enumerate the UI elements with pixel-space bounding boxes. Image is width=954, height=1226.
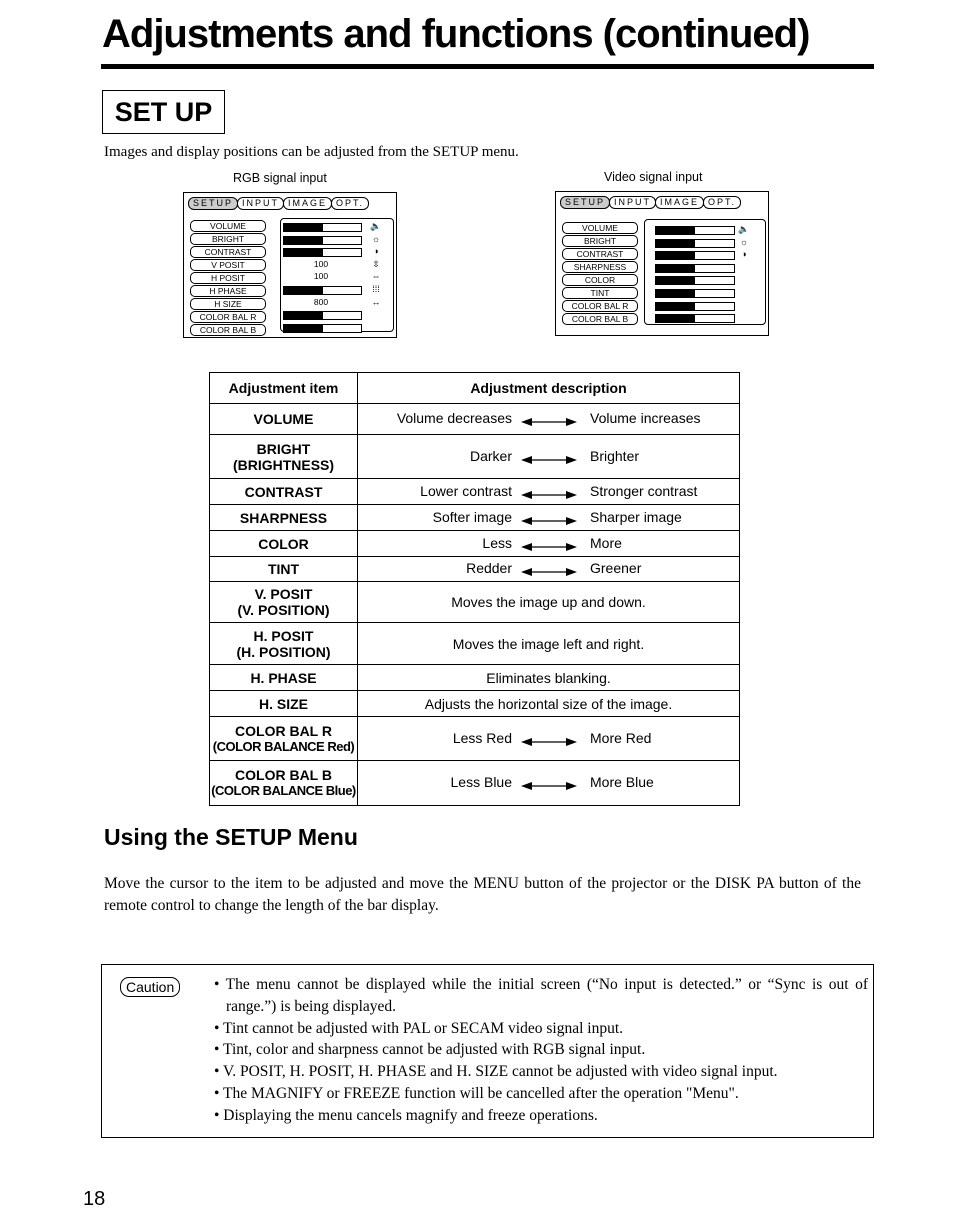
level-bar <box>655 264 735 273</box>
caution-item: • Tint cannot be adjusted with PAL or SECAM video signal input. <box>214 1019 624 1037</box>
double-arrow-icon <box>521 539 577 549</box>
osd-bar-area <box>644 219 766 325</box>
adjustment-item-name: COLOR <box>258 535 309 552</box>
table-row <box>210 505 740 531</box>
osd-value: 800 <box>313 296 329 307</box>
adjustment-item-subname: (V. POSITION) <box>237 602 330 618</box>
adjustment-item-cell <box>210 717 358 761</box>
description-increase: More <box>590 534 622 551</box>
osd-row <box>281 296 393 307</box>
adjustment-item-name: H. SIZE <box>258 695 308 712</box>
adjustment-description-cell <box>358 505 740 531</box>
osd-menu-item: BRIGHT <box>190 233 266 245</box>
description-decrease: Volume decreases <box>396 410 512 426</box>
level-bar-fill <box>656 315 695 322</box>
adjustment-description-cell <box>358 691 740 717</box>
description-range <box>358 535 739 553</box>
table-row <box>210 435 740 479</box>
adjustment-item-name: TINT <box>267 561 300 577</box>
osd-item-list <box>562 222 638 326</box>
description-range <box>358 560 739 578</box>
level-bar-fill <box>284 224 323 231</box>
adjustment-item-subname: (COLOR BALANCE Blue) <box>211 783 356 798</box>
h-size-icon: ↔ <box>371 296 381 307</box>
double-arrow-icon <box>521 734 577 744</box>
description-decrease: Darker <box>469 447 512 464</box>
table-row <box>210 717 740 761</box>
adjustment-description-cell <box>358 717 740 761</box>
table-row <box>210 557 740 582</box>
using-setup-heading: Using the SETUP Menu <box>104 824 358 850</box>
adjustment-description-cell <box>358 761 740 806</box>
adjustment-item-cell <box>210 435 358 479</box>
osd-menu-item: BRIGHT <box>562 235 638 247</box>
speaker-icon: 🔈 <box>370 221 382 231</box>
osd-menu-item: H POSIT <box>190 272 266 284</box>
adjustment-item-cell <box>210 531 358 557</box>
description-range <box>358 509 739 527</box>
adjustment-item-cell <box>210 557 358 582</box>
level-bar <box>655 251 735 260</box>
osd-row <box>645 276 765 284</box>
osd-row <box>645 289 765 297</box>
osd-row <box>645 302 765 310</box>
adjustment-item-subname: (H. POSITION) <box>236 643 331 660</box>
description-increase: Greener <box>590 560 642 576</box>
description-decrease: Softer image <box>432 508 512 525</box>
intro-text: Images and display positions can be adjusted from the SETUP menu. <box>104 144 519 160</box>
description-increase: More Red <box>590 729 652 746</box>
adjustment-item-name: H. POSIT <box>253 627 314 644</box>
level-bar-fill <box>284 287 323 294</box>
level-bar-fill <box>656 252 695 259</box>
level-bar <box>283 324 362 333</box>
osd-menu-item: H PHASE <box>190 285 266 297</box>
table-row <box>210 404 740 435</box>
table-row <box>210 531 740 557</box>
osd-row <box>281 258 393 269</box>
header-adjustment-item: Adjustment item <box>210 373 358 404</box>
description-range <box>358 483 739 501</box>
h-position-icon: ⇔ <box>371 271 381 282</box>
double-arrow-icon <box>521 513 577 523</box>
osd-menu-item: COLOR BAL B <box>562 313 638 325</box>
osd-tab-input: INPUT <box>237 197 284 210</box>
adjustment-description-cell <box>358 479 740 505</box>
double-arrow-icon <box>521 452 577 462</box>
video-osd-menu <box>555 191 769 336</box>
adjustment-item-cell <box>210 623 358 665</box>
caution-item: • The menu cannot be displayed while the initial screen (“No input is detected.” or “Sync is out of range.”) is being displayed. <box>214 976 868 1015</box>
caution-item: • The MAGNIFY or FREEZE function will be cancelled after the operation "Menu". <box>214 1084 739 1102</box>
level-bar-fill <box>656 265 695 272</box>
contrast-icon: ◑ <box>373 246 379 257</box>
adjustment-item-name: BRIGHT <box>256 440 311 457</box>
adjustment-item-name: COLOR BAL B <box>235 767 332 783</box>
osd-tab-setup: SETUP <box>188 197 238 210</box>
osd-menu-item: VOLUME <box>190 220 266 232</box>
osd-menu-item: COLOR <box>562 274 638 286</box>
caution-box <box>101 964 874 1138</box>
v-position-icon: ⇳ <box>372 258 380 269</box>
sun-icon: ☼ <box>371 233 381 244</box>
table-row <box>210 623 740 665</box>
level-bar-fill <box>656 303 695 310</box>
adjustment-description-cell <box>358 557 740 582</box>
table-row <box>210 665 740 691</box>
osd-row <box>645 251 765 259</box>
adjustment-item-name: COLOR BAL R <box>235 722 332 739</box>
adjustment-item-name: H. PHASE <box>250 669 317 686</box>
adjustment-item-cell <box>210 505 358 531</box>
level-bar <box>283 223 362 232</box>
double-arrow-icon <box>521 414 577 424</box>
description-increase: Brighter <box>590 447 640 464</box>
adjustment-description-cell <box>358 623 740 665</box>
description-decrease: Less Blue <box>450 774 512 790</box>
description-text: Eliminates blanking. <box>486 669 611 686</box>
level-bar-fill <box>656 240 695 247</box>
double-arrow-icon <box>521 778 577 788</box>
table-row <box>210 582 740 623</box>
osd-tab-input: INPUT <box>609 196 656 209</box>
sun-icon: ☼ <box>739 236 749 247</box>
osd-menu-item: VOLUME <box>562 222 638 234</box>
description-increase: Sharper image <box>590 508 682 525</box>
level-bar-fill <box>656 277 695 284</box>
table-header-row <box>210 373 740 404</box>
rgb-osd-menu <box>183 192 397 338</box>
osd-menu-item: SHARPNESS <box>562 261 638 273</box>
header-adjustment-description: Adjustment description <box>358 373 740 404</box>
osd-bar-area <box>280 218 394 332</box>
osd-tab-setup: SETUP <box>560 196 610 209</box>
osd-row <box>281 324 393 332</box>
osd-row <box>281 223 393 231</box>
page-number: 18 <box>83 1188 106 1210</box>
adjustment-item-cell <box>210 404 358 435</box>
description-increase: Volume increases <box>590 410 701 426</box>
caution-item: • Tint, color and sharpness cannot be adjusted with RGB signal input. <box>214 1041 646 1059</box>
adjustment-description-cell <box>358 404 740 435</box>
description-decrease: Less <box>482 534 512 551</box>
description-text: Moves the image up and down. <box>451 594 646 610</box>
osd-tabs <box>188 197 368 209</box>
osd-row <box>281 286 393 294</box>
osd-menu-item: COLOR BAL R <box>190 311 266 323</box>
description-text: Moves the image left and right. <box>452 635 645 652</box>
adjustment-description-cell <box>358 435 740 479</box>
table-row <box>210 761 740 806</box>
osd-row <box>281 248 393 256</box>
adjustment-item-cell <box>210 479 358 505</box>
speaker-icon: 🔈 <box>738 224 750 234</box>
osd-menu-item: CONTRAST <box>562 248 638 260</box>
adjustment-item-subname: (BRIGHTNESS) <box>232 456 335 473</box>
description-range <box>358 448 739 466</box>
osd-row <box>645 236 765 247</box>
description-increase: More Blue <box>590 774 654 790</box>
section-title: SET UP <box>102 90 225 134</box>
description-decrease: Less Red <box>452 729 512 746</box>
level-bar-fill <box>284 312 323 319</box>
rgb-panel-label: RGB signal input <box>233 171 327 185</box>
level-bar <box>655 289 735 298</box>
osd-menu-item: TINT <box>562 287 638 299</box>
description-increase: Stronger contrast <box>590 482 698 499</box>
contrast-icon: ◑ <box>741 249 747 260</box>
adjustment-description-cell <box>358 531 740 557</box>
table-row <box>210 691 740 717</box>
caution-list <box>214 974 868 1127</box>
osd-menu-item: V POSIT <box>190 259 266 271</box>
level-bar <box>283 236 362 245</box>
video-panel-label: Video signal input <box>604 170 703 184</box>
adjustment-description-cell <box>358 665 740 691</box>
caution-item: • V. POSIT, H. POSIT, H. PHASE and H. SIZE cannot be adjusted with video signal input. <box>214 1063 778 1081</box>
h-phase-icon: ⁞⁞⁞ <box>372 284 380 294</box>
adjustment-item-cell <box>210 691 358 717</box>
osd-row <box>281 311 393 319</box>
osd-row <box>645 264 765 272</box>
adjustment-item-cell <box>210 582 358 623</box>
caution-label: Caution <box>120 977 180 997</box>
osd-row <box>645 226 765 234</box>
level-bar <box>655 302 735 311</box>
level-bar-fill <box>656 290 695 297</box>
osd-tabs <box>560 196 740 208</box>
level-bar <box>283 311 362 320</box>
adjustment-table <box>209 372 740 806</box>
level-bar <box>655 226 735 235</box>
description-range <box>358 774 739 792</box>
adjustment-item-cell <box>210 761 358 806</box>
osd-item-list <box>190 220 266 337</box>
level-bar-fill <box>284 249 323 256</box>
osd-value: 100 <box>313 258 329 269</box>
osd-tab-image: IMAGE <box>655 196 704 209</box>
osd-tab-opt: OPT. <box>703 196 741 209</box>
osd-tab-opt: OPT. <box>331 197 369 210</box>
caution-item: • Displaying the menu cancels magnify and freeze operations. <box>214 1106 598 1124</box>
adjustment-description-cell <box>358 582 740 623</box>
adjustment-item-cell <box>210 665 358 691</box>
level-bar <box>283 248 362 257</box>
level-bar-fill <box>656 227 695 234</box>
level-bar-fill <box>284 325 323 332</box>
description-range <box>358 730 739 748</box>
adjustment-item-name: CONTRAST <box>244 483 323 500</box>
double-arrow-icon <box>521 487 577 497</box>
osd-row <box>645 314 765 322</box>
adjustment-item-name: VOLUME <box>253 411 314 427</box>
adjustment-item-name: V. POSIT <box>254 586 313 602</box>
adjustment-item-name: SHARPNESS <box>239 509 328 526</box>
osd-menu-item: H SIZE <box>190 298 266 310</box>
double-arrow-icon <box>521 564 577 574</box>
osd-menu-item: COLOR BAL B <box>190 324 266 336</box>
osd-value: 100 <box>313 271 329 282</box>
level-bar <box>655 314 735 323</box>
osd-row <box>281 273 393 281</box>
page-title: Adjustments and functions (continued) <box>102 12 810 56</box>
description-range <box>358 410 739 428</box>
description-decrease: Lower contrast <box>420 482 512 499</box>
description-text: Adjusts the horizontal size of the image. <box>424 695 673 712</box>
level-bar <box>655 276 735 285</box>
table-row <box>210 479 740 505</box>
level-bar-fill <box>284 237 323 244</box>
osd-menu-item: COLOR BAL R <box>562 300 638 312</box>
osd-tab-image: IMAGE <box>283 197 332 210</box>
osd-menu-item: CONTRAST <box>190 246 266 258</box>
level-bar <box>655 239 735 248</box>
description-decrease: Redder <box>466 560 512 576</box>
adjustment-item-subname: (COLOR BALANCE Red) <box>212 738 355 754</box>
level-bar <box>283 286 362 295</box>
title-rule <box>101 64 874 69</box>
osd-row <box>281 233 393 244</box>
using-setup-text: Move the cursor to the item to be adjusted and move the MENU button of the projector or the DISK PA button of the remote control to change the length of the bar display. <box>104 875 861 914</box>
